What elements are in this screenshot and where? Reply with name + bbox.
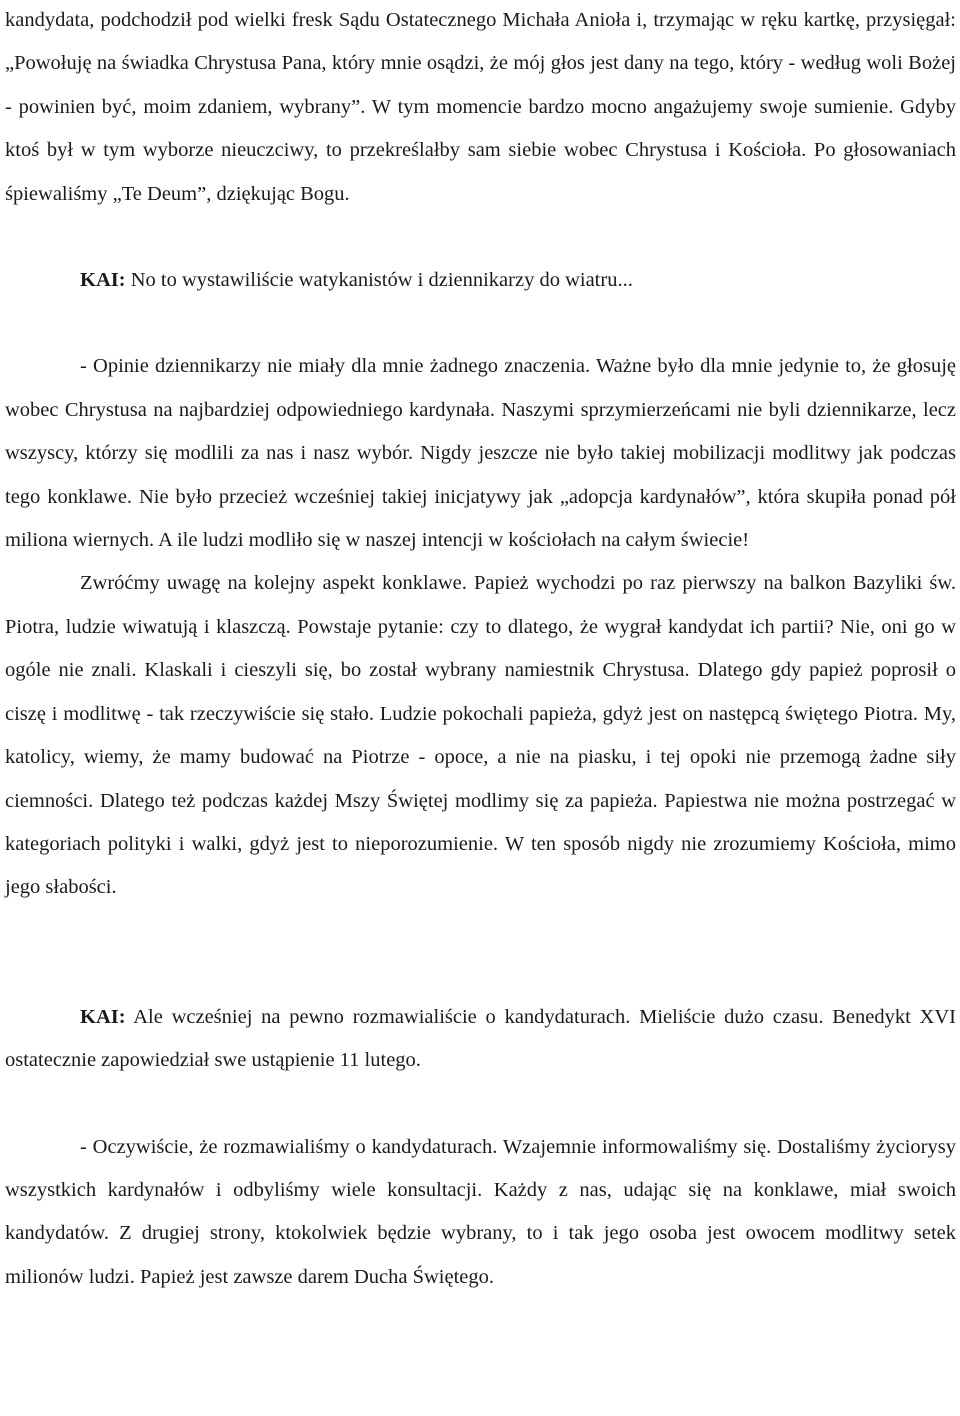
paragraph-text: - Oczywiście, że rozmawialiśmy o kandydaturach. Wzajemnie informowaliśmy się. Dostaliśmy życiorysy wszystkich kardynałów i odbyliśmy wiele konsultacji. Każdy z nas, udając się na konklawe, miał swoich kandydatów. Z drugiej strony, ktokolwiek będzie wybrany, to i tak jego osoba jest owocem modlitwy setek milionów ludzi. Papież jest zawsze darem Ducha Świętego. — [5, 1135, 956, 1288]
document-page — [5, 0, 956, 1299]
speaker-label-kai: KAI: — [80, 269, 126, 292]
paragraph-answer-candidates — [5, 1126, 956, 1300]
paragraph-text: - Opinie dziennikarzy nie miały dla mnie żadnego znaczenia. Ważne było dla mnie jedynie to, że głosuję wobec Chrystusa na najbardziej odpowiedniego kardynała. Naszymi sprzymierzeńcami nie byli dziennikarze, lecz wszyscy, którzy się modlili za nas i nasz wybór. Nigdy jeszcze nie było takiej mobilizacji modlitwy jak podczas tego konklawe. Nie było przecież wcześniej takiej inicjatywy jak „adopcja kardynałów”, która skupiła ponad pół miliona wiernych. A ile ludzi modliło się w naszej intencji w kościołach na całym świecie! — [5, 355, 956, 552]
speaker-label-kai: KAI: — [80, 1005, 126, 1028]
paragraph-conclave-aspect — [5, 562, 956, 909]
paragraph-kai-question-journalists — [5, 259, 956, 302]
paragraph-text: No to wystawiliście watykanistów i dziennikarzy do wiatru... — [130, 269, 633, 292]
paragraph-conclave-oath — [5, 0, 956, 216]
paragraph-text: Zwróćmy uwagę na kolejny aspekt konklawe. Papież wychodzi po raz pierwszy na balkon Bazyliki św. Piotra, ludzie wiwatują i klaszczą. Powstaje pytanie: czy to dlatego, że wygrał kandydat ich partii? Nie, oni go w ogóle nie znali. Klaskali i cieszyli się, bo został wybrany namiestnik Chrystusa. Dlatego gdy papież poprosił o ciszę i modlitwę - tak rzeczywiście się stało. Ludzie pokochali papieża, gdyż jest on następcą świętego Piotra. My, katolicy, wiemy, że mamy budować na Piotrze - opoce, a nie na piasku, i tej opoki nie przemogą żadne siły ciemności. Dlatego też podczas każdej Mszy Świętej modlimy się za papieża. Papiestwa nie można postrzegać w kategoriach polityki i walki, gdyż jest to nieporozumienie. W ten sposób nigdy nie zrozumiemy Kościoła, mimo jego słabości. — [5, 572, 956, 899]
paragraph-text: kandydata, podchodził pod wielki fresk Sądu Ostatecznego Michała Anioła i, trzymając w ręku kartkę, przysięgał: „Powołuję na świadka Chrystusa Pana, który mnie osądzi, że mój głos jest dany na tego, który - według woli Bożej - powinien być, moim zdaniem, wybrany”. W tym momencie bardzo mocno angażujemy swoje sumienie. Gdyby ktoś był w tym wyborze nieuczciwy, to przekreślałby sam siebie wobec Chrystusa i Kościoła. Po głosowaniach śpiewaliśmy „Te Deum”, dziękując Bogu. — [5, 9, 956, 205]
paragraph-answer-journalists — [5, 345, 956, 562]
paragraph-text: Ale wcześniej na pewno rozmawialiście o kandydaturach. Mieliście dużo czasu. Benedykt XVI ostatecznie zapowiedział swe ustąpienie 11 lutego. — [5, 1005, 956, 1072]
paragraph-kai-question-candidates — [5, 996, 956, 1083]
